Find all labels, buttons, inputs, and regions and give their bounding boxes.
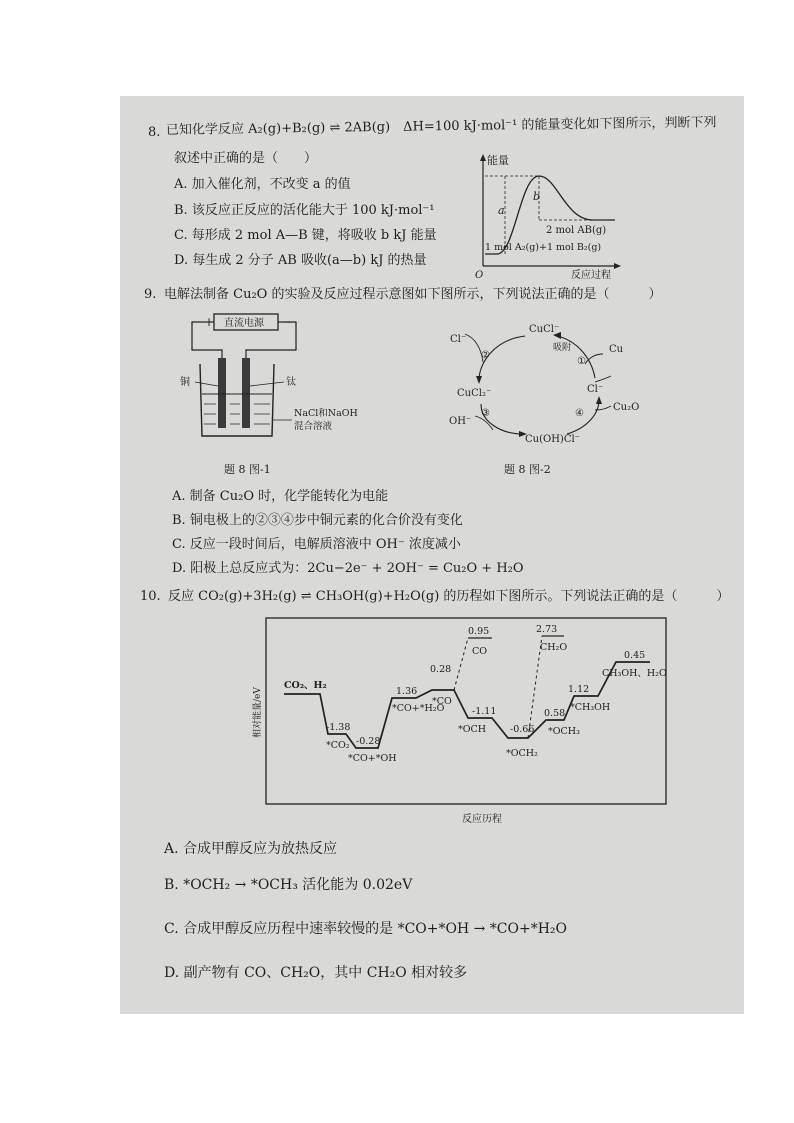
q9-step4: ④	[575, 408, 584, 419]
q10-option-a: A. 合成甲醇反应为放热反应	[164, 841, 338, 857]
q9-oh: OH⁻	[449, 416, 472, 427]
q8-x-arrow	[614, 263, 621, 269]
q9-step2: ②	[481, 350, 490, 361]
q9-copper-label: 铜	[180, 377, 190, 388]
q8-label-b: b	[533, 190, 541, 203]
q9-cucl2: CuCl₂⁻	[457, 388, 492, 399]
q9-copper-electrode	[218, 358, 226, 428]
q9-number: 9.	[144, 287, 157, 302]
q9-cuohcl: Cu(OH)Cl⁻	[525, 434, 580, 445]
q10-y-label: 相对能量/eV	[253, 687, 263, 738]
q9-option-c: C. 反应一段时间后，电解质溶液中 OH⁻ 浓度减小	[172, 537, 461, 552]
q10-energy-7: -0.66	[510, 724, 535, 735]
q10-option-d: D. 副产物有 CO、CH₂O，其中 CH₂O 相对较多	[164, 965, 468, 981]
q10-energy-9: 0.58	[544, 708, 566, 719]
q10-number: 10.	[140, 589, 161, 604]
q8-origin: O	[475, 270, 484, 281]
q10-energy-3: 1.36	[396, 686, 418, 697]
q8-number: 8.	[148, 125, 161, 140]
q9-reaction-cycle	[445, 318, 645, 458]
q10-option-c: C. 合成甲醇反应历程中速率较慢的是 *CO+*OH → *CO+*H₂O	[164, 921, 568, 937]
q8-option-a: A. 加入催化剂，不改变 a 的值	[174, 177, 351, 192]
q9-option-a: A. 制备 Cu₂O 时，化学能转化为电能	[172, 489, 389, 504]
q8-label-a: a	[498, 204, 505, 217]
q10-species-11: CH₃OH、H₂O	[602, 668, 667, 679]
q8-product-label: 2 mol AB(g)	[546, 225, 607, 236]
q8-option-b: B. 该反应正反应的活化能大于 100 kJ·mol⁻¹	[174, 203, 435, 218]
q9-electrolysis-apparatus	[180, 310, 358, 450]
q10-energy-5: 0.95	[468, 626, 490, 637]
q10-species-2: *CO+*OH	[348, 753, 397, 764]
q9-cu2o: Cu₂O	[613, 402, 640, 413]
q10-species-7: *OCH₂	[506, 748, 538, 759]
q8-option-c: C. 每形成 2 mol A—B 键，将吸收 b kJ 能量	[174, 228, 437, 243]
q10-option-b: B. *OCH₂ → *OCH₃ 活化能为 0.02eV	[164, 877, 413, 893]
q8-reactant-label: 1 mol A₂(g)+1 mol B₂(g)	[485, 242, 602, 253]
q8-stem-line2: 叙述中正确的是（ ）	[174, 151, 318, 166]
q10-energy-4: 0.28	[430, 664, 452, 675]
q9-cu: Cu	[609, 344, 624, 355]
q10-energy-6: -1.11	[472, 706, 497, 717]
q9-stem: 电解法制备 Cu₂O 的实验及反应过程示意图如下图所示，下列说法正确的是（ ）	[164, 287, 662, 302]
q9-beaker	[200, 364, 274, 436]
q10-energy-8: 2.73	[536, 624, 558, 635]
q8-x-label: 反应过程	[571, 270, 611, 281]
q9-solution-label-1: NaCl和NaOH	[294, 408, 358, 419]
q8-stem-line1: 已知化学反应 A₂(g)+B₂(g) ⇌ 2AB(g) ΔH=100 kJ·mol⁻¹ 的能量变化如下图所示，判断下列	[165, 115, 717, 138]
q10-species-4: *CO	[432, 696, 452, 707]
q10-energy-11: 0.45	[624, 650, 646, 661]
q9-step3: ③	[481, 408, 490, 419]
q10-stem: 反应 CO₂(g)+3H₂(g) ⇌ CH₃OH(g)+H₂O(g) 的历程如下图所示。下列说法正确的是（ ）	[168, 589, 730, 604]
q10-energy-10: 1.12	[568, 684, 590, 695]
q10-energy-profile	[246, 608, 666, 838]
q10-species-5: CO	[472, 646, 488, 657]
q10-species-6: *OCH	[458, 724, 487, 735]
q10-species-3: *CO+*H₂O	[392, 703, 445, 714]
q10-species-0: CO₂、H₂	[284, 680, 327, 691]
q9-option-b: B. 铜电极上的②③④步中铜元素的化合价没有变化	[172, 513, 463, 528]
q9-cucl-top: CuCl⁻	[529, 324, 560, 335]
q9-minus-sign: −	[282, 315, 293, 329]
q9-fig1-caption: 题 8 图-1	[224, 463, 271, 476]
q10-x-label: 反应历程	[462, 814, 502, 825]
q9-plus-sign: +	[204, 315, 215, 329]
q9-cl-left: Cl⁻	[450, 334, 467, 345]
q10-species-9: *OCH₃	[548, 726, 580, 737]
q10-energy-2: -0.28	[356, 736, 381, 747]
q8-option-d: D. 每生成 2 分子 AB 吸收(a—b) kJ 的热量	[174, 253, 427, 268]
q9-step1: ①	[577, 356, 586, 367]
q10-species-1: *CO₂	[326, 740, 350, 751]
q8-y-label: 能量	[487, 154, 509, 167]
q9-titanium-label: 钛	[286, 377, 296, 388]
q8-energy-diagram	[475, 154, 625, 279]
q9-adsorb: 吸附	[553, 343, 572, 353]
q10-energy-1: -1.38	[326, 722, 351, 733]
q10-co-branch	[454, 638, 468, 690]
q9-titanium-electrode	[242, 358, 250, 428]
q9-cl-right: Cl⁻	[587, 384, 604, 395]
q9-solution-label-2: 混合溶液	[294, 421, 333, 432]
q8-y-arrow	[480, 154, 486, 161]
q10-species-10: *CH₃OH	[570, 702, 611, 713]
q9-option-d: D. 阳极上总反应式为：2Cu−2e⁻ + 2OH⁻ = Cu₂O + H₂O	[172, 561, 524, 576]
q9-fig2-caption: 题 8 图-2	[504, 463, 551, 476]
exam-page	[120, 96, 744, 1014]
q9-power-label: 直流电源	[224, 318, 264, 329]
q10-species-8: CH₂O	[540, 642, 568, 653]
